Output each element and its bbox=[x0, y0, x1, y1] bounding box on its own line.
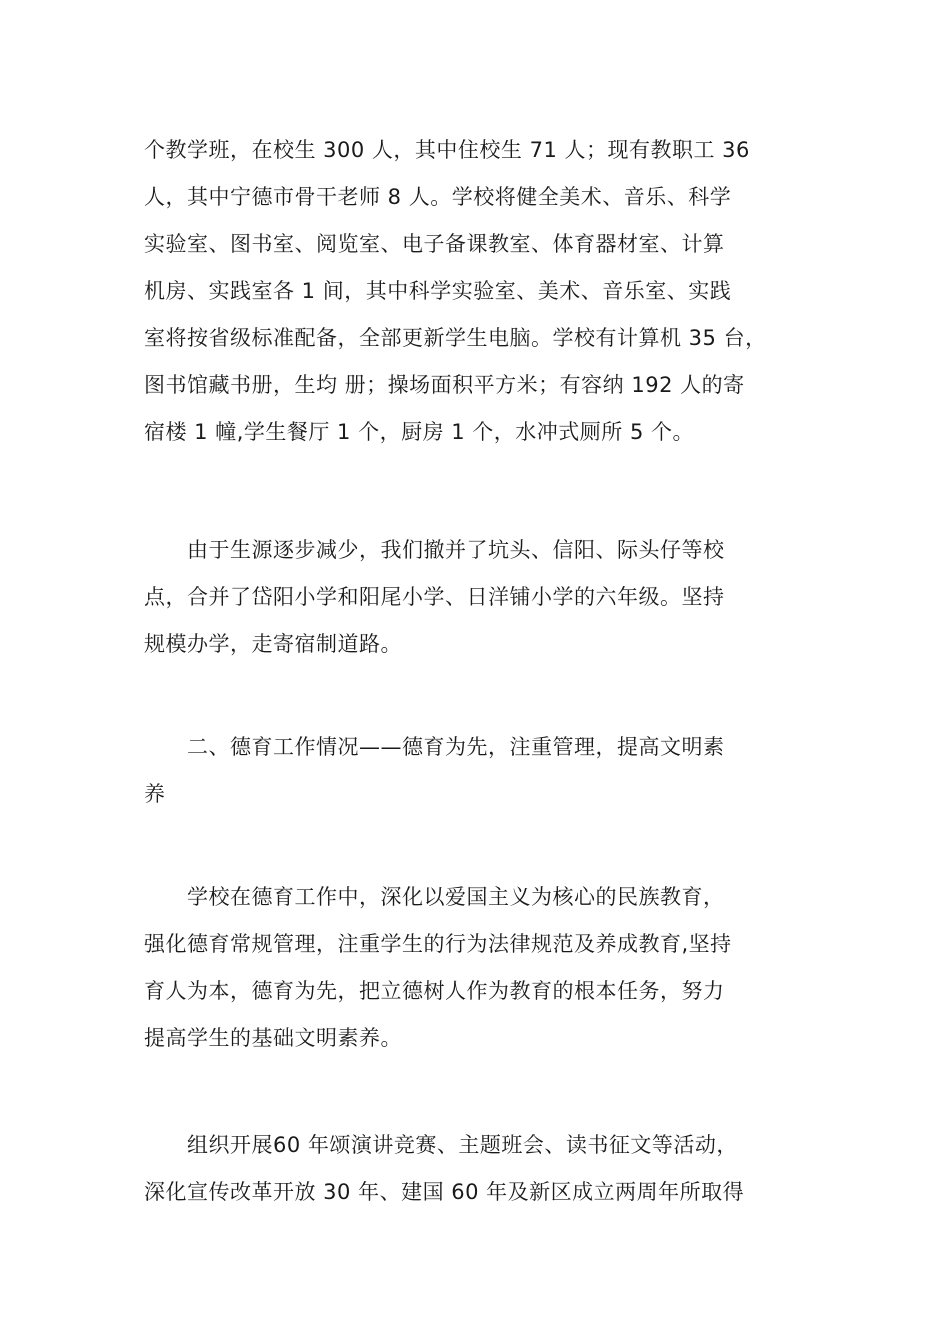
text-line: 个教学班，在校生 300 人，其中住校生 71 人；现有教职工 36 bbox=[144, 138, 750, 162]
text-line: 育人为本，德育为先，把立德树人作为教育的根本任务，努力 bbox=[144, 979, 725, 1003]
text-line: 实验室、图书室、阅览室、电子备课教室、体育器材室、计算 bbox=[144, 232, 725, 256]
paragraph-school-facilities bbox=[144, 127, 814, 456]
paragraph-activities bbox=[144, 1122, 814, 1216]
text-line: 二、德育工作情况——德育为先，注重管理，提高文明素 bbox=[144, 735, 725, 759]
section-heading-moral-education bbox=[144, 724, 814, 818]
text-line: 室将按省级标准配备，全部更新学生电脑。学校有计算机 35 台， bbox=[144, 326, 767, 350]
paragraph-moral-education bbox=[144, 874, 814, 1062]
text-line: 提高学生的基础文明素养。 bbox=[144, 1026, 402, 1050]
text-line: 由于生源逐步减少，我们撤并了坑头、信阳、际头仔等校 bbox=[144, 538, 725, 562]
text-line: 养 bbox=[144, 782, 166, 806]
text-line: 宿楼 1 幢,学生餐厅 1 个，厨房 1 个，水冲式厕所 5 个。 bbox=[144, 420, 695, 444]
paragraph-school-consolidation bbox=[144, 527, 814, 668]
text-line: 人，其中宁德市骨干老师 8 人。学校将健全美术、音乐、科学 bbox=[144, 185, 732, 209]
text-line: 强化德育常规管理，注重学生的行为法律规范及养成教育,坚持 bbox=[144, 932, 732, 956]
text-line: 深化宣传改革开放 30 年、建国 60 年及新区成立两周年所取得 bbox=[144, 1180, 745, 1204]
text-line: 图书馆藏书册，生均 册；操场面积平方米；有容纳 192 人的寄 bbox=[144, 373, 745, 397]
text-line: 学校在德育工作中，深化以爱国主义为核心的民族教育， bbox=[144, 885, 725, 909]
text-line: 机房、实践室各 1 间，其中科学实验室、美术、音乐室、实践 bbox=[144, 279, 732, 303]
text-line: 规模办学，走寄宿制道路。 bbox=[144, 632, 402, 656]
text-line: 点，合并了岱阳小学和阳尾小学、日洋铺小学的六年级。坚持 bbox=[144, 585, 725, 609]
text-line: 组织开展60 年颂演讲竞赛、主题班会、读书征文等活动， bbox=[144, 1133, 738, 1157]
